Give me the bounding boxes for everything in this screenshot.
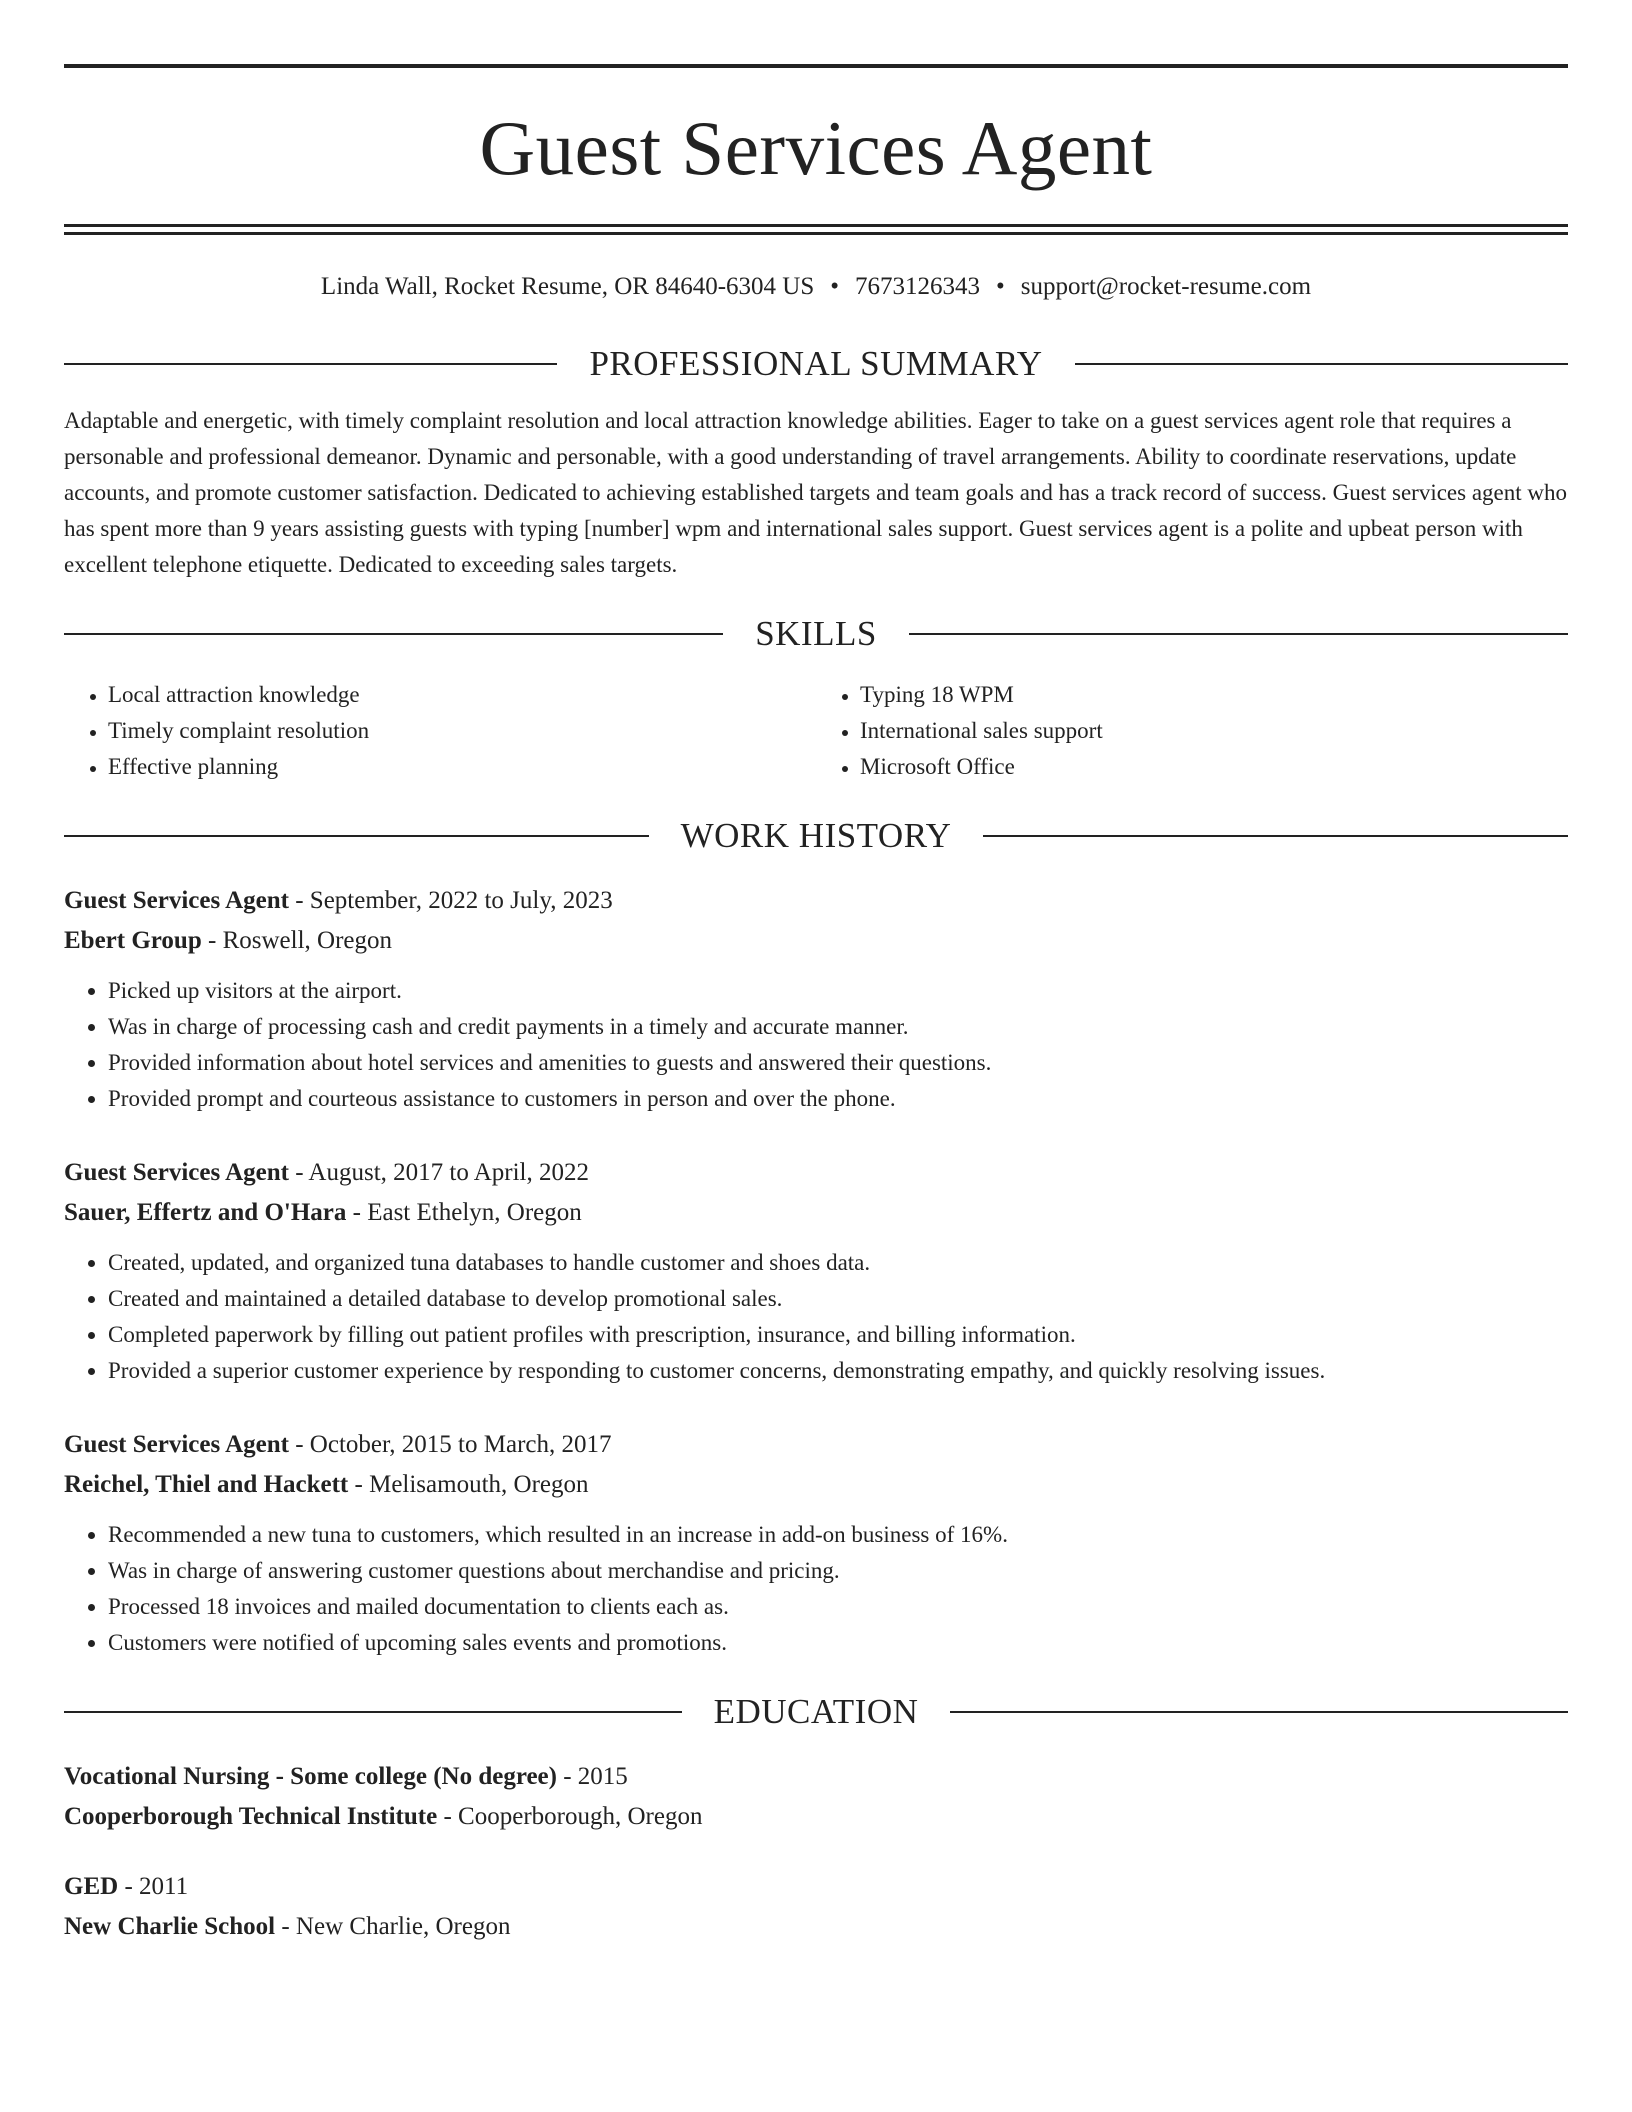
job-company-line	[64, 921, 1568, 961]
job-bullet: • Was in charge of processing cash and credit payments in a timely and accurate manner.	[108, 1009, 1568, 1045]
contact-phone: 7673126343	[855, 273, 980, 300]
education-degree-line	[64, 1867, 1568, 1907]
skills-column-left	[64, 677, 816, 785]
job-bullet: • Recommended a new tuna to customers, which resulted in an increase in add-on business of 16%.	[108, 1517, 1568, 1553]
contact-email: support@rocket-resume.com	[1020, 273, 1312, 300]
summary-text: Adaptable and energetic, with timely complaint resolution and local attraction knowledge abilities. Eager to take on a guest services agent role that requires a personable and professional demeanor. Dynamic and personable, with a good understanding of travel arrangements. Ability to coordinate reservations, update accounts, and promote customer satisfaction. Dedicated to achieving established targets and team goals and has a track record of success. Guest services agent who has spent more than 9 years assisting guests with typing [number] wpm and international sales support. Guest services agent is a polite and upbeat person with excellent telephone etiquette. Dedicated to exceeding sales targets.	[64, 408, 1568, 577]
job-entry	[64, 1425, 1568, 1661]
job-dates: - September, 2022 to July, 2023	[288, 887, 613, 914]
work-heading: WORK HISTORY	[680, 816, 952, 855]
job-company: Reichel, Thiel and Hackett	[64, 1471, 349, 1498]
job-title-line	[64, 1425, 1568, 1465]
job-bullet: • Provided information about hotel services and amenities to guests and answered their questions.	[108, 1045, 1568, 1081]
education-degree: GED	[64, 1873, 119, 1900]
divider-line	[64, 633, 723, 635]
divider-line	[64, 1711, 682, 1713]
job-bullet: • Customers were notified of upcoming sales events and promotions.	[108, 1625, 1568, 1661]
education-location: - Cooperborough, Oregon	[437, 1803, 703, 1830]
top-rule	[64, 64, 1568, 68]
skills-column-right	[816, 677, 1568, 785]
job-bullets	[64, 973, 1568, 1117]
job-location: - Melisamouth, Oregon	[348, 1471, 589, 1498]
divider-line	[64, 363, 557, 365]
job-bullet: • Completed paperwork by filling out patient profiles with prescription, insurance, and billing information.	[108, 1317, 1568, 1353]
resume-title: Guest Services Agent	[479, 105, 1153, 191]
job-company: Sauer, Effertz and O'Hara	[64, 1199, 347, 1226]
title-double-rule	[64, 224, 1568, 235]
job-dates: - August, 2017 to April, 2022	[288, 1159, 589, 1186]
work-section-header	[64, 815, 1568, 857]
job-company: Ebert Group	[64, 927, 202, 954]
divider-line	[909, 633, 1568, 635]
job-bullet: • Processed 18 invoices and mailed documentation to clients each as.	[108, 1589, 1568, 1625]
divider-line	[64, 835, 649, 837]
job-title-line	[64, 1153, 1568, 1193]
education-year: - 2011	[118, 1873, 189, 1900]
skill-item: • Local attraction knowledge	[108, 677, 816, 713]
education-degree-line	[64, 1757, 1568, 1797]
education-location: - New Charlie, Oregon	[275, 1913, 511, 1940]
job-bullet: • Provided prompt and courteous assistance to customers in person and over the phone.	[108, 1081, 1568, 1117]
education-degree: Vocational Nursing - Some college (No degree)	[64, 1763, 557, 1790]
contact-line	[64, 271, 1568, 303]
job-role: Guest Services Agent	[64, 1159, 289, 1186]
skills-heading: SKILLS	[755, 614, 877, 653]
education-heading: EDUCATION	[713, 1692, 919, 1731]
job-company-line	[64, 1193, 1568, 1233]
job-bullet: • Created and maintained a detailed database to develop promotional sales.	[108, 1281, 1568, 1317]
job-dates: - October, 2015 to March, 2017	[288, 1431, 612, 1458]
job-entry	[64, 1153, 1568, 1389]
divider-line	[1075, 363, 1568, 365]
job-company-line	[64, 1465, 1568, 1505]
summary-section-header	[64, 343, 1568, 385]
skill-item: • Timely complaint resolution	[108, 713, 816, 749]
job-entry	[64, 881, 1568, 1117]
job-bullet: • Provided a superior customer experience by responding to customer concerns, demonstrating empathy, and quickly resolving issues.	[108, 1353, 1568, 1389]
job-title-line	[64, 881, 1568, 921]
job-bullets	[64, 1245, 1568, 1389]
divider-line	[983, 835, 1568, 837]
summary-heading: PROFESSIONAL SUMMARY	[589, 344, 1043, 383]
contact-separator: •	[830, 273, 839, 300]
job-role: Guest Services Agent	[64, 1431, 289, 1458]
job-bullet: • Was in charge of answering customer questions about merchandise and pricing.	[108, 1553, 1568, 1589]
job-location: - East Ethelyn, Oregon	[346, 1199, 582, 1226]
education-school: Cooperborough Technical Institute	[64, 1803, 438, 1830]
job-bullet: • Created, updated, and organized tuna databases to handle customer and shoes data.	[108, 1245, 1568, 1281]
education-school-line	[64, 1797, 1568, 1837]
education-entry	[64, 1757, 1568, 1837]
job-location: - Roswell, Oregon	[201, 927, 392, 954]
skill-item: • International sales support	[860, 713, 1568, 749]
skill-item: • Typing 18 WPM	[860, 677, 1568, 713]
job-role: Guest Services Agent	[64, 887, 289, 914]
contact-address: Linda Wall, Rocket Resume, OR 84640-6304 US	[320, 273, 815, 300]
skills-section-header	[64, 613, 1568, 655]
job-bullet: • Picked up visitors at the airport.	[108, 973, 1568, 1009]
education-section-header	[64, 1691, 1568, 1733]
skill-item: • Microsoft Office	[860, 749, 1568, 785]
contact-separator: •	[996, 273, 1005, 300]
job-bullets	[64, 1517, 1568, 1661]
education-entry	[64, 1867, 1568, 1947]
education-school-line	[64, 1907, 1568, 1947]
divider-line	[950, 1711, 1568, 1713]
education-school: New Charlie School	[64, 1913, 276, 1940]
education-year: - 2015	[556, 1763, 628, 1790]
skills-list	[64, 677, 1568, 785]
skill-item: • Effective planning	[108, 749, 816, 785]
